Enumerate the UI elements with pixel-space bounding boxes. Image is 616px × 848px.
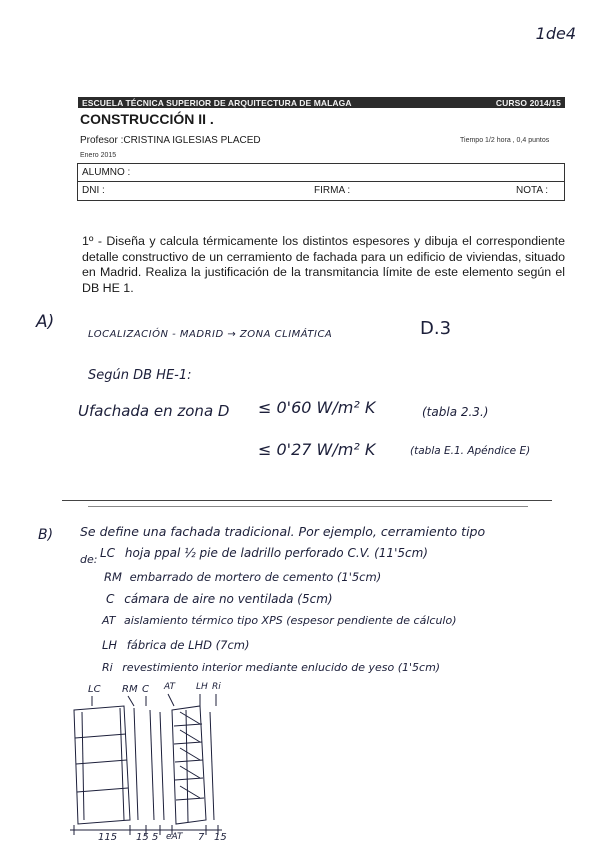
sketch-label: RM: [122, 684, 138, 695]
sketch-label: Ri: [212, 682, 221, 692]
layer-item: [102, 661, 440, 674]
answer-a-table1: (tabla 2.3.): [422, 405, 489, 419]
firma-label: FIRMA :: [314, 185, 351, 196]
sketch-dimension: 115: [98, 832, 118, 843]
answer-a-limit2: ≤ 0'27 W/m² K: [258, 440, 376, 459]
layer-code: C: [106, 592, 115, 606]
alumno-label: ALUMNO :: [82, 167, 131, 178]
school-name: ESCUELA TÉCNICA SUPERIOR DE ARQUITECTURA DE MALAGA: [82, 97, 352, 108]
layer-text: hoja ppal ½ pie de ladrillo perforado C.V. (11'5cm): [124, 546, 428, 560]
layer-code: AT: [102, 614, 116, 627]
sketch-dimension: 15: [214, 832, 227, 843]
answer-b-label: B): [38, 527, 54, 543]
layer-item: [102, 614, 457, 627]
layer-item: [102, 638, 249, 652]
layer-code: LH: [102, 638, 118, 652]
sketch-dimension: 5: [152, 832, 159, 843]
page-number: 1de4: [535, 24, 576, 43]
layer-text: cámara de aire no ventilada (5cm): [124, 592, 333, 606]
layer-text: embarrado de mortero de cemento (1'5cm): [129, 570, 382, 584]
answer-a-ufachada: Ufachada en zona D: [78, 402, 230, 420]
sketch-label: LH: [196, 682, 208, 692]
sketch-dimension: 15: [136, 832, 149, 843]
answer-a-segun: Según DB HE-1:: [88, 368, 192, 383]
course-title: CONSTRUCCIÓN II .: [80, 111, 214, 127]
layer-item: [104, 570, 381, 584]
layer-item: [106, 592, 333, 606]
sketch-dimension: eAT: [166, 832, 183, 842]
sketch-label: LC: [88, 684, 101, 695]
time-and-points: Tiempo 1/2 hora , 0,4 puntos: [460, 137, 550, 144]
dni-label: DNI :: [82, 185, 105, 196]
answer-a-zone: D.3: [420, 318, 452, 339]
layer-code: Ri: [102, 661, 113, 674]
wall-section-sketch: [60, 682, 260, 848]
sketch-label: AT: [164, 682, 175, 692]
nota-label: NOTA :: [516, 185, 549, 196]
answer-a-label: A): [36, 312, 55, 332]
answer-b-intro: Se define una fachada tradicional. Por ejemplo, cerramiento tipo: [80, 524, 486, 539]
answer-b-de: de:: [80, 553, 98, 566]
layer-code: RM: [104, 570, 122, 584]
school-header-bar: [78, 97, 565, 108]
answer-a-location: LOCALIZACIÓN - MADRID → ZONA CLIMÁTICA: [88, 329, 333, 340]
separator-line: [62, 500, 552, 501]
question-text: 1º - Diseña y calcula térmicamente los distintos espesores y dibuja el correspondiente detalle constructivo de un cerramiento de fachada para un edificio de viviendas, situado en Madrid. Realiza la justificación de la transmitancia límite de este elemento según el DB HE 1.: [82, 234, 565, 295]
academic-year: CURSO 2014/15: [495, 97, 561, 108]
layer-code: LC: [100, 546, 116, 560]
layer-text: aislamiento térmico tipo XPS (espesor pendiente de cálculo): [123, 614, 457, 627]
answer-a-table2: (tabla E.1. Apéndice E): [410, 445, 531, 457]
sketch-dimension: 7: [198, 832, 205, 843]
answer-a-limit1: ≤ 0'60 W/m² K: [258, 398, 376, 417]
student-info-box: [77, 163, 565, 201]
student-name-row: [78, 164, 564, 182]
sketch-drawing: [60, 682, 260, 848]
exam-date: Enero 2015: [80, 152, 117, 159]
layer-text: fábrica de LHD (7cm): [126, 638, 250, 652]
layer-item: [100, 546, 428, 560]
professor-line: Profesor :CRISTINA IGLESIAS PLACED: [80, 135, 261, 146]
separator-line-faint: [88, 506, 528, 507]
layer-text: revestimiento interior mediante enlucido de yeso (1'5cm): [122, 661, 441, 674]
sketch-label: C: [142, 684, 149, 695]
